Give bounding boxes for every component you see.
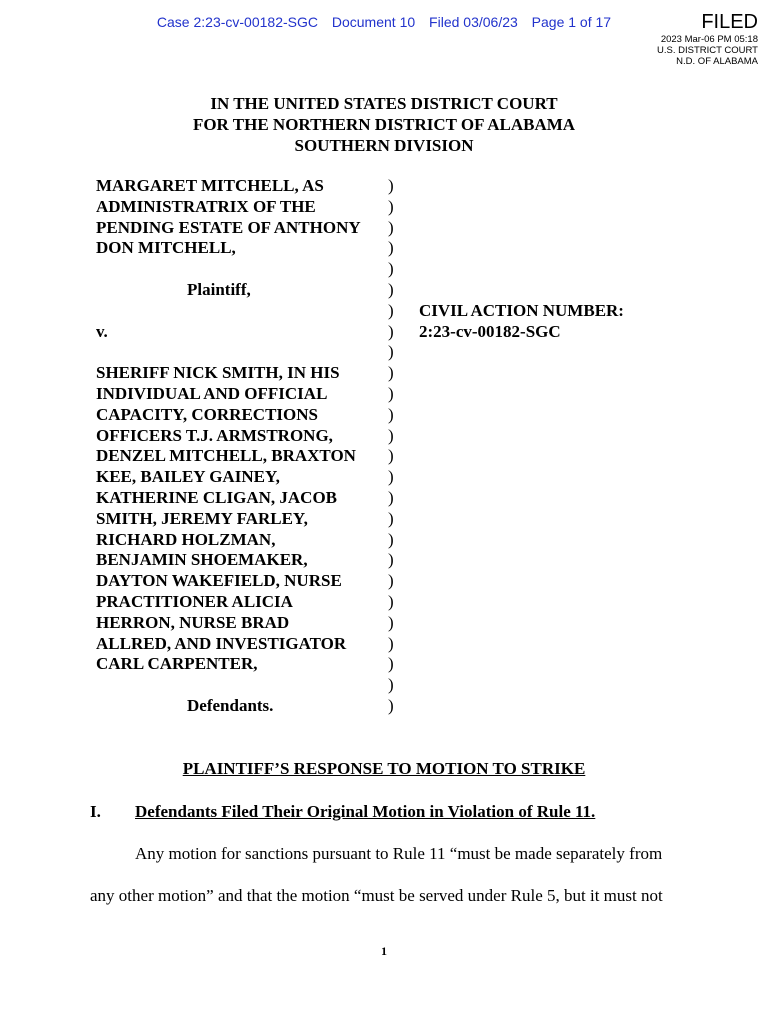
caption-row	[96, 675, 736, 696]
defendant-name-line: SHERIFF NICK SMITH, IN HIS	[96, 363, 340, 383]
caption-row	[96, 301, 736, 322]
defendant-name-line: BENJAMIN SHOEMAKER,	[96, 550, 308, 570]
filed-court: U.S. DISTRICT COURT	[657, 45, 758, 56]
caption-paren: )	[388, 633, 394, 653]
section-number: I.	[90, 802, 101, 821]
ecf-case-number: Case 2:23-cv-00182-SGC	[156, 14, 318, 30]
section-heading-text: Defendants Filed Their Original Motion in Violation of Rule 11.	[135, 802, 596, 821]
caption-row	[96, 550, 736, 571]
defendant-name-line: ALLRED, AND INVESTIGATOR	[96, 633, 347, 653]
caption-paren: )	[388, 279, 394, 299]
caption-row	[96, 384, 736, 405]
caption-row	[96, 197, 736, 218]
caption-paren: )	[388, 238, 394, 258]
caption-row	[96, 238, 736, 259]
defendant-name-line: SMITH, JEREMY FARLEY,	[96, 508, 308, 528]
caption-paren: )	[388, 404, 394, 424]
caption-paren: )	[388, 695, 394, 715]
caption-paren: )	[388, 342, 394, 362]
caption-row	[96, 405, 736, 426]
caption-paren: )	[388, 196, 394, 216]
caption-row	[96, 530, 736, 551]
caption-row	[96, 509, 736, 530]
caption-row	[96, 342, 736, 363]
plaintiff-label: Plaintiff,	[187, 279, 251, 299]
caption-paren: )	[388, 363, 394, 383]
court-heading-line: SOUTHERN DIVISION	[294, 136, 474, 155]
caption-paren: )	[388, 508, 394, 528]
body-text-line: Any motion for sanctions pursuant to Rule 11 “must be made separately from	[135, 844, 663, 863]
caption-row	[96, 363, 736, 384]
caption-row	[96, 488, 736, 509]
caption-row	[96, 322, 736, 343]
defendant-name-line: KATHERINE CLIGAN, JACOB	[96, 487, 338, 507]
caption-row	[96, 218, 736, 239]
filed-datetime: 2023 Mar-06 PM 05:18	[660, 34, 758, 45]
defendant-name-line: OFFICERS T.J. ARMSTRONG,	[96, 425, 333, 445]
filed-district: N.D. OF ALABAMA	[676, 56, 758, 67]
body-text-line: any other motion” and that the motion “must be served under Rule 5, but it must not	[90, 886, 663, 905]
defendant-name-line: CAPACITY, CORRECTIONS	[96, 404, 318, 424]
caption-row	[96, 654, 736, 675]
filed-stamp	[657, 10, 758, 67]
plaintiff-name-line: DON MITCHELL,	[96, 238, 236, 258]
ecf-filed-date: Filed 03/06/23	[429, 14, 518, 30]
caption-row	[96, 571, 736, 592]
defendant-name-line: DAYTON WAKEFIELD, NURSE	[96, 571, 342, 591]
caption-row	[96, 176, 736, 197]
caption-paren: )	[388, 300, 394, 320]
defendant-name-line: DENZEL MITCHELL, BRAXTON	[96, 446, 356, 466]
caption-paren: )	[388, 259, 394, 279]
court-heading	[0, 93, 768, 156]
filed-label: FILED	[701, 11, 758, 33]
ecf-document-number: Document 10	[331, 14, 416, 30]
caption-row	[96, 696, 736, 717]
caption-paren: )	[388, 383, 394, 403]
caption-paren: )	[388, 487, 394, 507]
caption-paren: )	[388, 176, 394, 195]
ecf-page-count: Page 1 of 17	[531, 14, 612, 30]
caption-paren: )	[388, 425, 394, 445]
caption-row	[96, 259, 736, 280]
court-heading-line: IN THE UNITED STATES DISTRICT COURT	[210, 94, 558, 113]
document-title: PLAINTIFF’S RESPONSE TO MOTION TO STRIKE	[182, 759, 586, 778]
defendant-name-line: HERRON, NURSE BRAD	[96, 612, 290, 632]
ecf-header	[0, 14, 768, 30]
caption-paren: )	[388, 217, 394, 237]
plaintiff-name-line: MARGARET MITCHELL, AS	[96, 176, 324, 195]
caption-paren: )	[388, 612, 394, 632]
civil-action-number: 2:23-cv-00182-SGC	[419, 321, 561, 341]
caption-paren: )	[388, 591, 394, 611]
defendant-name-line: PRACTITIONER ALICIA	[96, 591, 293, 611]
caption-paren: )	[388, 529, 394, 549]
caption-paren: )	[388, 446, 394, 466]
defendant-label: Defendants.	[187, 695, 274, 715]
versus-label: v.	[96, 321, 108, 341]
caption-paren: )	[388, 654, 394, 674]
plaintiff-name-line: ADMINISTRATRIX OF THE	[96, 196, 316, 216]
plaintiff-name-line: PENDING ESTATE OF ANTHONY	[96, 217, 361, 237]
caption-row	[96, 426, 736, 447]
caption-row	[96, 634, 736, 655]
caption-paren: )	[388, 675, 394, 695]
caption-paren: )	[388, 550, 394, 570]
caption-row	[96, 592, 736, 613]
caption-row	[96, 280, 736, 301]
caption-row	[96, 446, 736, 467]
caption-row	[96, 467, 736, 488]
defendant-name-line: CARL CARPENTER,	[96, 654, 258, 674]
civil-action-label: CIVIL ACTION NUMBER:	[419, 300, 624, 320]
caption-row	[96, 613, 736, 634]
defendant-name-line: RICHARD HOLZMAN,	[96, 529, 276, 549]
caption-paren: )	[388, 571, 394, 591]
caption-paren: )	[388, 467, 394, 487]
caption-paren: )	[388, 321, 394, 341]
case-caption	[96, 176, 736, 717]
defendant-name-line: KEE, BAILEY GAINEY,	[96, 467, 280, 487]
court-heading-line: FOR THE NORTHERN DISTRICT OF ALABAMA	[192, 115, 576, 134]
defendant-name-line: INDIVIDUAL AND OFFICIAL	[96, 383, 328, 403]
page-number: 1	[381, 944, 387, 958]
